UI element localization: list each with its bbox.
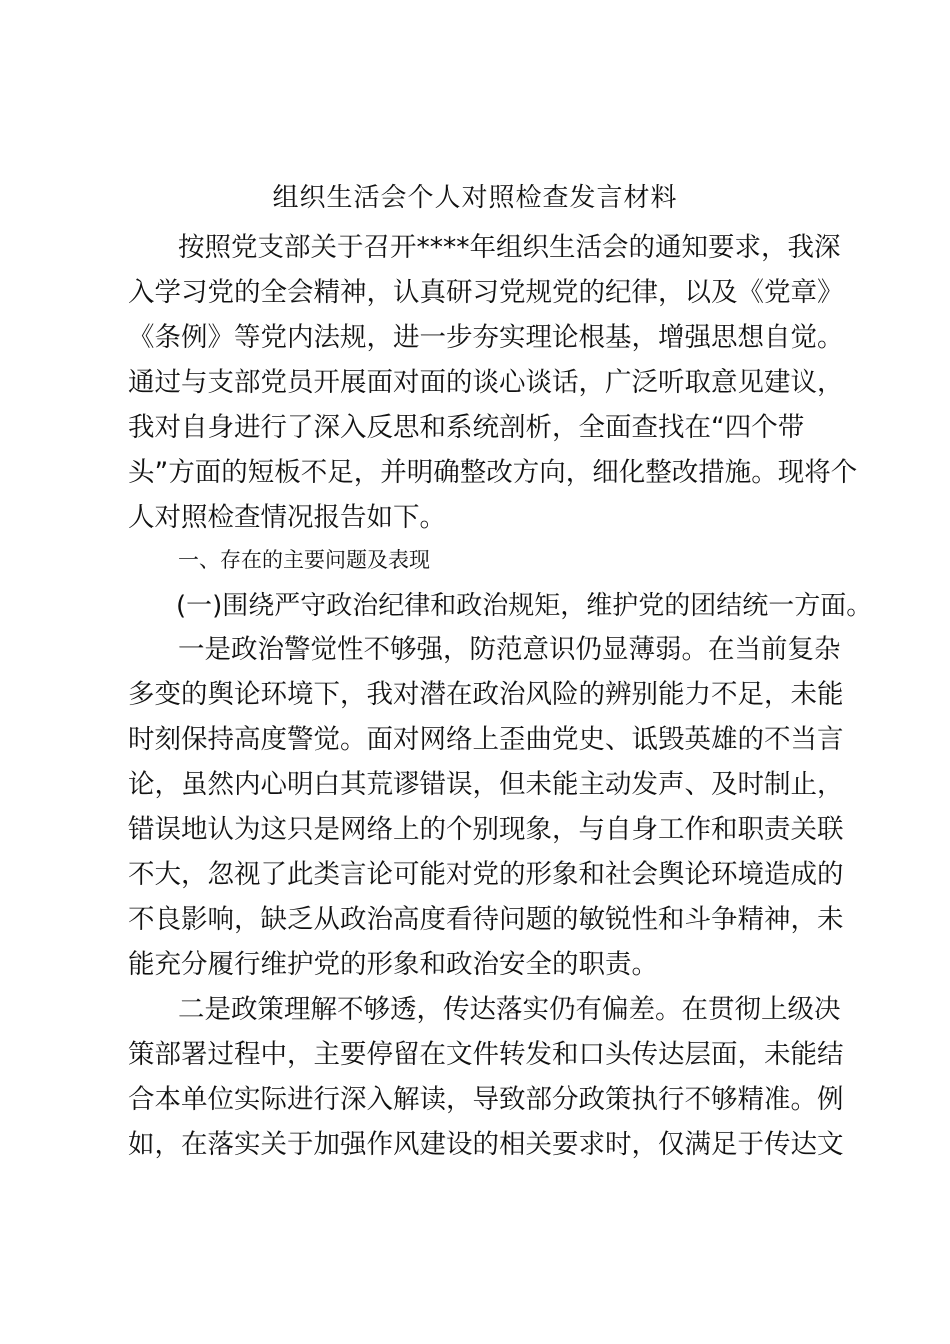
body-line: 合本单位实际进行深入解读，导致部分政策执行不够精准。例: [128, 1084, 844, 1115]
intro-line: 《条例》等党内法规，进一步夯实理论根基，增强思想自觉。: [128, 322, 844, 353]
body-line: 多变的舆论环境下，我对潜在政治风险的辨别能力不足，未能: [128, 679, 844, 710]
body-line: 不良影响，缺乏从政治高度看待问题的敏锐性和斗争精神，未: [128, 904, 844, 935]
intro-line: 人对照检查情况报告如下。: [128, 502, 446, 533]
document-title: 组织生活会个人对照检查发言材料: [272, 183, 678, 213]
body-line: 二是政策理解不够透，传达落实仍有偏差。在贯彻上级决: [178, 994, 841, 1025]
subsection-heading: (一)围绕严守政治纪律和政治规矩，维护党的团结统一方面。: [176, 591, 873, 621]
intro-line: 头”方面的短板不足，并明确整改方向，细化整改措施。现将个: [128, 457, 858, 488]
body-line: 错误地认为这只是网络上的个别现象，与自身工作和职责关联: [128, 814, 844, 845]
body-line: 策部署过程中，主要停留在文件转发和口头传达层面，未能结: [128, 1039, 844, 1070]
intro-line: 按照党支部关于召开****年组织生活会的通知要求，我深: [178, 232, 841, 263]
body-line: 论，虽然内心明白其荒谬错误，但未能主动发声、及时制止，: [128, 769, 844, 800]
body-line: 不大，忽视了此类言论可能对党的形象和社会舆论环境造成的: [128, 859, 844, 890]
intro-line: 通过与支部党员开展面对面的谈心谈话，广泛听取意见建议，: [128, 367, 844, 398]
section-heading: 一、存在的主要问题及表现: [178, 548, 430, 572]
intro-line: 入学习党的全会精神，认真研习党规党的纪律，以及《党章》: [128, 277, 844, 308]
intro-line: 我对自身进行了深入反思和系统剖析，全面查找在“四个带: [128, 412, 805, 443]
body-line: 时刻保持高度警觉。面对网络上歪曲党史、诋毁英雄的不当言: [128, 724, 844, 755]
body-line: 如，在落实关于加强作风建设的相关要求时，仅满足于传达文: [128, 1129, 844, 1160]
body-line: 一是政治警觉性不够强，防范意识仍显薄弱。在当前复杂: [178, 634, 841, 665]
body-line: 能充分履行维护党的形象和政治安全的职责。: [128, 949, 658, 980]
